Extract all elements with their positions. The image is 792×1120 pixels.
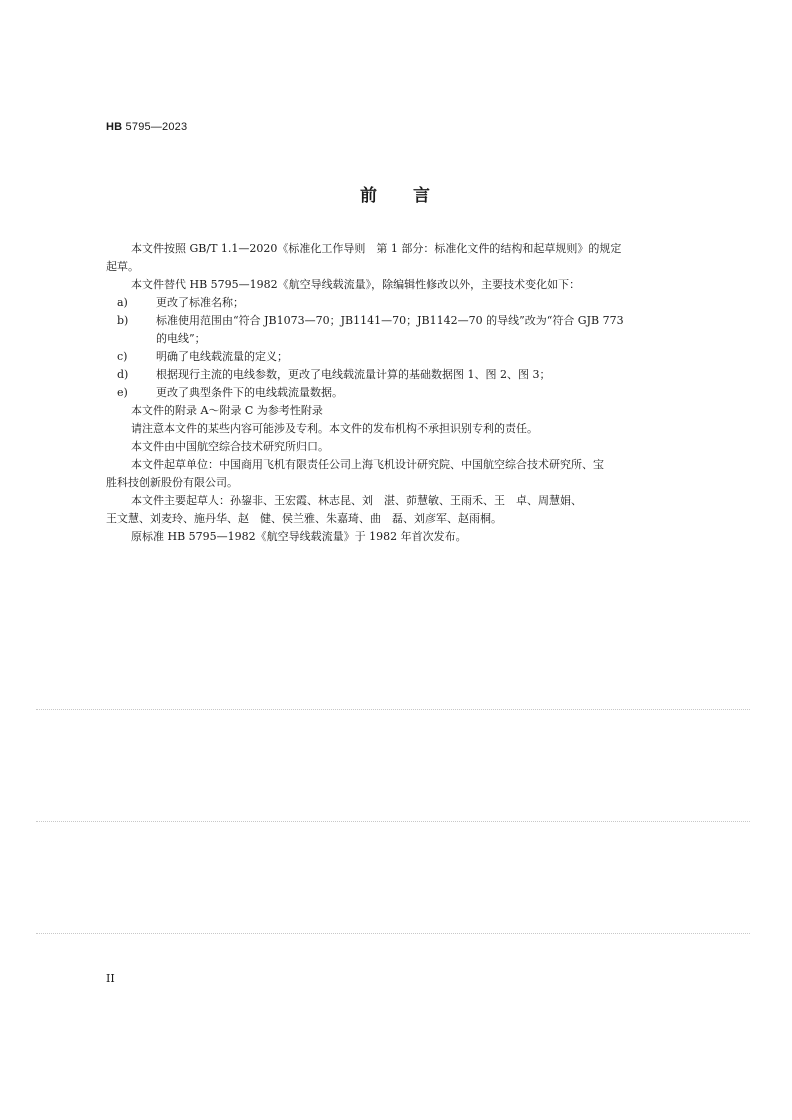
paragraph-drafting-units-cont: 胜科技创新股份有限公司。 [106,476,238,489]
list-item-text: 的电线”； [156,332,206,345]
list-marker: d) [117,368,129,381]
list-marker: a) [117,296,128,309]
list-item [106,348,666,366]
title-char-2: 言 [413,186,432,206]
paragraph-drafting-basis [106,240,666,258]
dotted-divider [36,933,750,934]
paragraph-drafters-cont: 王文慧、刘麦玲、施丹华、赵 健、侯兰雅、朱嘉琦、曲 磊、刘彦军、赵雨桐。 [106,512,502,525]
paragraph-replaces: 本文件替代 HB 5795—1982《航空导线载流量》，除编辑性修改以外，主要技术变化如下： [131,278,581,291]
foreword-body [106,240,666,546]
paragraph-original-standard: 原标准 HB 5795—1982《航空导线载流量》于 1982 年首次发布。 [131,530,467,543]
list-item-text: 明确了电线载流量的定义； [156,350,288,363]
document-code [106,121,187,133]
list-item-text: 更改了典型条件下的电线载流量数据。 [156,386,343,399]
list-item [106,384,666,402]
page-title [0,181,792,206]
document-code-number: 5795—2023 [122,121,188,133]
dotted-divider [36,709,750,710]
paragraph-patent: 请注意本文件的某些内容可能涉及专利。本文件的发布机构不承担识别专利的责任。 [131,422,538,435]
paragraph-line: 本文件按照 GB/T 1.1—2020《标准化工作导则 第 1 部分：标准化文件的结构和起草规则》的规定 [131,242,622,255]
dotted-divider [36,821,750,822]
page-number: II [106,972,115,985]
paragraph-appendix: 本文件的附录 A～附录 C 为参考性附录 [131,404,323,417]
list-item [106,312,666,330]
list-marker: c) [117,350,128,363]
list-item-continuation [106,330,666,348]
list-item-text: 标准使用范围由“符合 JB1073—70；JB1141—70；JB1142—70 的导线”改为“符合 GJB 773 [156,314,624,327]
list-item-text: 根据现行主流的电线参数，更改了电线载流量计算的基础数据图 1、图 2、图 3； [156,368,551,381]
paragraph-drafters: 本文件主要起草人：孙鋆非、王宏霞、林志昆、刘 湛、茆慧敏、王雨禾、王 卓、周慧娟、 [131,494,582,507]
document-code-prefix: HB [106,121,123,133]
list-marker: e) [117,386,128,399]
paragraph-line: 起草。 [106,260,139,273]
paragraph-drafting-units: 本文件起草单位：中国商用飞机有限责任公司上海飞机设计研究院、中国航空综合技术研究所、宝 [131,458,604,471]
paragraph-drafting-basis-cont [106,258,666,276]
list-marker: b) [117,314,129,327]
list-item [106,366,666,384]
list-item [106,294,666,312]
list-item-text: 更改了标准名称； [156,296,244,309]
paragraph-responsible: 本文件由中国航空综合技术研究所归口。 [131,440,329,453]
title-char-1: 前 [360,186,379,206]
